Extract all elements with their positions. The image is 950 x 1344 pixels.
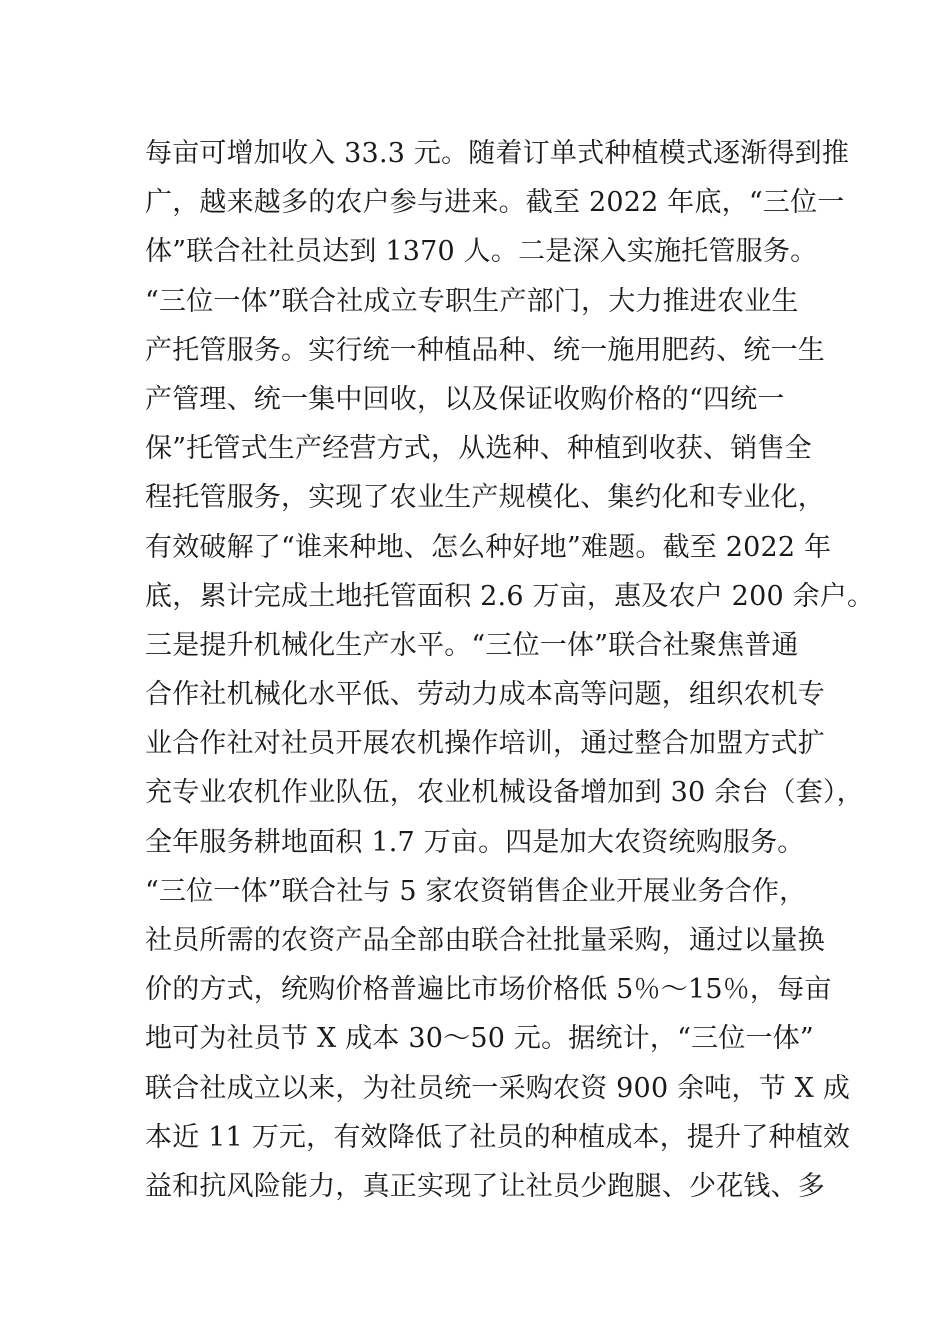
- text-line: 广，越来越多的农户参与进来。截至 2022 年底，“三位一: [145, 187, 845, 219]
- text-line: 益和抗风险能力，真正实现了让社员少跑腿、少花钱、多: [145, 1170, 825, 1202]
- text-line: 体”联合社社员达到 1370 人。二是深入实施托管服务。: [145, 236, 818, 268]
- text-line: “三位一体”联合社与 5 家农资销售企业开展业务合作，: [145, 875, 807, 907]
- text-line: “三位一体”联合社成立专职生产部门，大力推进农业生: [145, 285, 799, 317]
- text-line: 程托管服务，实现了农业生产规模化、集约化和专业化，: [145, 482, 825, 514]
- text-line: 产托管服务。实行统一种植品种、统一施用肥药、统一生: [145, 334, 825, 366]
- text-line: 联合社成立以来，为社员统一采购农资 900 余吨，节 X 成: [145, 1072, 851, 1104]
- text-line: 保”托管式生产经营方式，从选种、种植到收获、销售全: [145, 433, 812, 465]
- text-line: 全年服务耕地面积 1.7 万亩。四是加大农资统购服务。: [145, 826, 805, 858]
- text-line: 业合作社对社员开展农机操作培训，通过整合加盟方式扩: [145, 728, 825, 760]
- text-line: 本近 11 万元，有效降低了社员的种植成本，提升了种植效: [145, 1121, 851, 1153]
- text-line: 产管理、统一集中回收，以及保证收购价格的“四统一: [145, 383, 785, 415]
- body-paragraph: [145, 129, 875, 1211]
- text-line: 每亩可增加收入 33.3 元。随着订单式种植模式逐渐得到推: [145, 138, 850, 169]
- text-line: 三是提升机械化生产水平。“三位一体”联合社聚焦普通: [145, 629, 799, 661]
- text-line: 合作社机械化水平低、劳动力成本高等问题，组织农机专: [145, 679, 825, 711]
- text-line: 底，累计完成土地托管面积 2.6 万亩，惠及农户 200 余户。: [145, 580, 875, 612]
- text-line: 地可为社员节 X 成本 30～50 元。据统计，“三位一体”: [145, 1023, 814, 1055]
- text-line: 充专业农机作业队伍，农业机械设备增加到 30 余台（套），: [145, 777, 864, 809]
- text-line: 价的方式，统购价格普遍比市场价格低 5％～15％，每亩: [145, 974, 832, 1006]
- text-line: 社员所需的农资产品全部由联合社批量采购，通过以量换: [145, 925, 825, 956]
- text-line: 有效破解了“谁来种地、怎么种好地”难题。截至 2022 年: [145, 531, 832, 563]
